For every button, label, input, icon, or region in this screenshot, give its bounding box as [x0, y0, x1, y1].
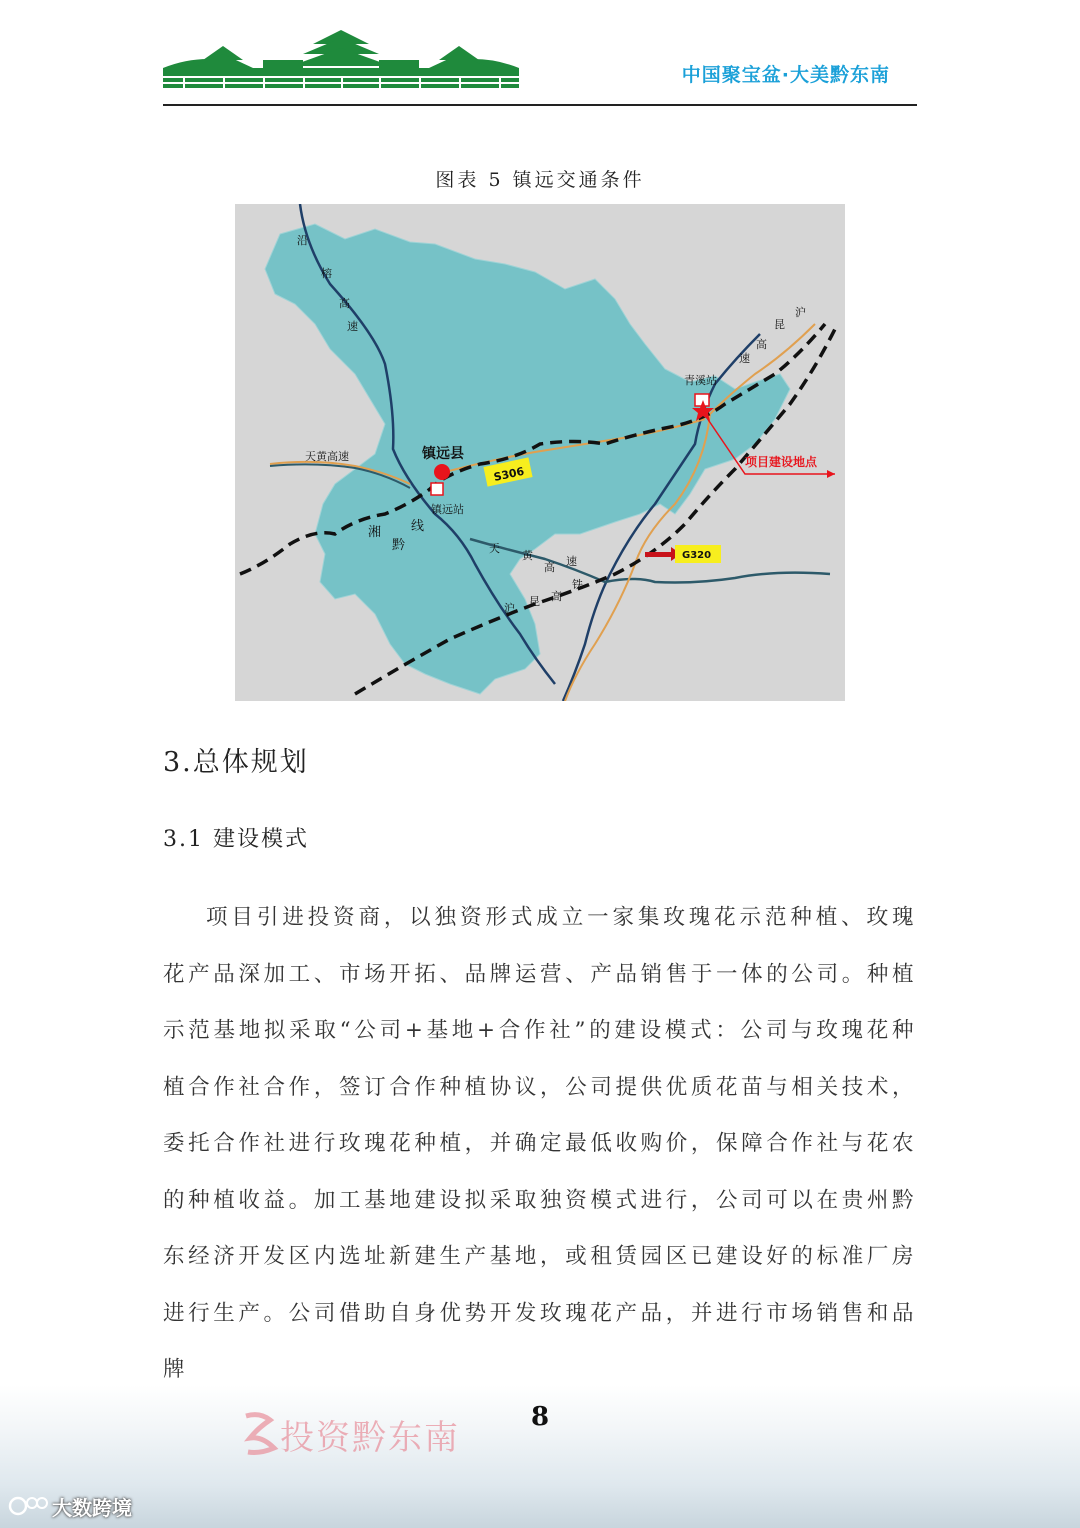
label-zhenyuan-county: 镇远县 [422, 446, 464, 462]
header-rule [163, 104, 917, 106]
label-xiangqian-2: 黔 [392, 538, 406, 553]
header-slogan: 中国聚宝盆·大美黔东南 [681, 64, 890, 86]
label-hukun-top-1: 沪 [795, 306, 806, 319]
header-pagoda-logo [163, 30, 519, 92]
transport-map [235, 204, 845, 701]
label-yanrong-3: 高 [339, 297, 350, 310]
label-xiangqian-3: 线 [411, 519, 425, 534]
label-tianhuang-2: 黄 [522, 549, 533, 562]
label-hukun-top-4: 速 [739, 352, 750, 365]
label-yanrong-1: 沿 [297, 234, 308, 247]
zhenyuan-station-marker [431, 483, 443, 495]
label-tianhuang-5: 铁 [572, 578, 583, 591]
watermark-logo-icon [8, 1494, 52, 1518]
zhenyuan-county-marker [434, 464, 450, 480]
label-tianhuang-3: 高 [544, 561, 555, 574]
label-hukun-bottom-1: 沪 [504, 602, 515, 615]
label-tianhuang-4: 速 [566, 555, 577, 568]
label-hukun-top-2: 昆 [774, 318, 785, 331]
page-number: 8 [530, 1402, 550, 1432]
label-qingxi-station: 青溪站 [684, 374, 717, 387]
label-project-site: 项目建设地点 [745, 455, 818, 469]
label-g320: G320 [682, 550, 712, 561]
label-hukun-top-3: 高 [756, 338, 767, 351]
label-s306: S306 [492, 464, 526, 484]
label-zhenyuan-station: 镇远站 [431, 503, 464, 516]
label-xiangqian-1: 湘 [368, 525, 382, 540]
label-hukun-bottom-3: 高 [551, 590, 562, 603]
subsection-title: 3.1 建设模式 [163, 827, 309, 852]
label-tianhuang-1: 天 [489, 542, 500, 555]
label-yanrong-4: 速 [347, 320, 358, 333]
label-tianhuang-west: 天黄高速 [305, 450, 349, 463]
body-paragraph: 项目引进投资商，以独资形式成立一家集玫瑰花示范种植、玫瑰花产品深加工、市场开拓、品牌运营、产品销售于一体的公司。种植示范基地拟采取“公司+基地+合作社”的建设模式：公司与玫瑰花种植合作社合作，签订合作种植协议，公司提供优质花苗与相关技术，委托合作社进行玫瑰花种植，并确定最低收购价，保障合作社与花农的种植收益。加工基地建设拟采取独资模式进行，公司可以在贵州黔东经济开发区内选址新建生产基地，或租赁园区已建设好的标准厂房进行生产。公司借助自身优势开发玫瑰花产品，并进行市场销售和品牌 [163, 905, 917, 1382]
figure-caption: 图表 5 镇远交通条件 [435, 169, 645, 191]
watermark-text: 大数跨境 [52, 1496, 132, 1520]
section-title: 3.总体规划 [163, 747, 309, 778]
g320-arrow [645, 552, 671, 557]
label-hukun-bottom-2: 昆 [529, 595, 540, 608]
footer-brand: 投资黔东南 [280, 1418, 460, 1458]
label-yanrong-2: 榕 [321, 267, 332, 280]
